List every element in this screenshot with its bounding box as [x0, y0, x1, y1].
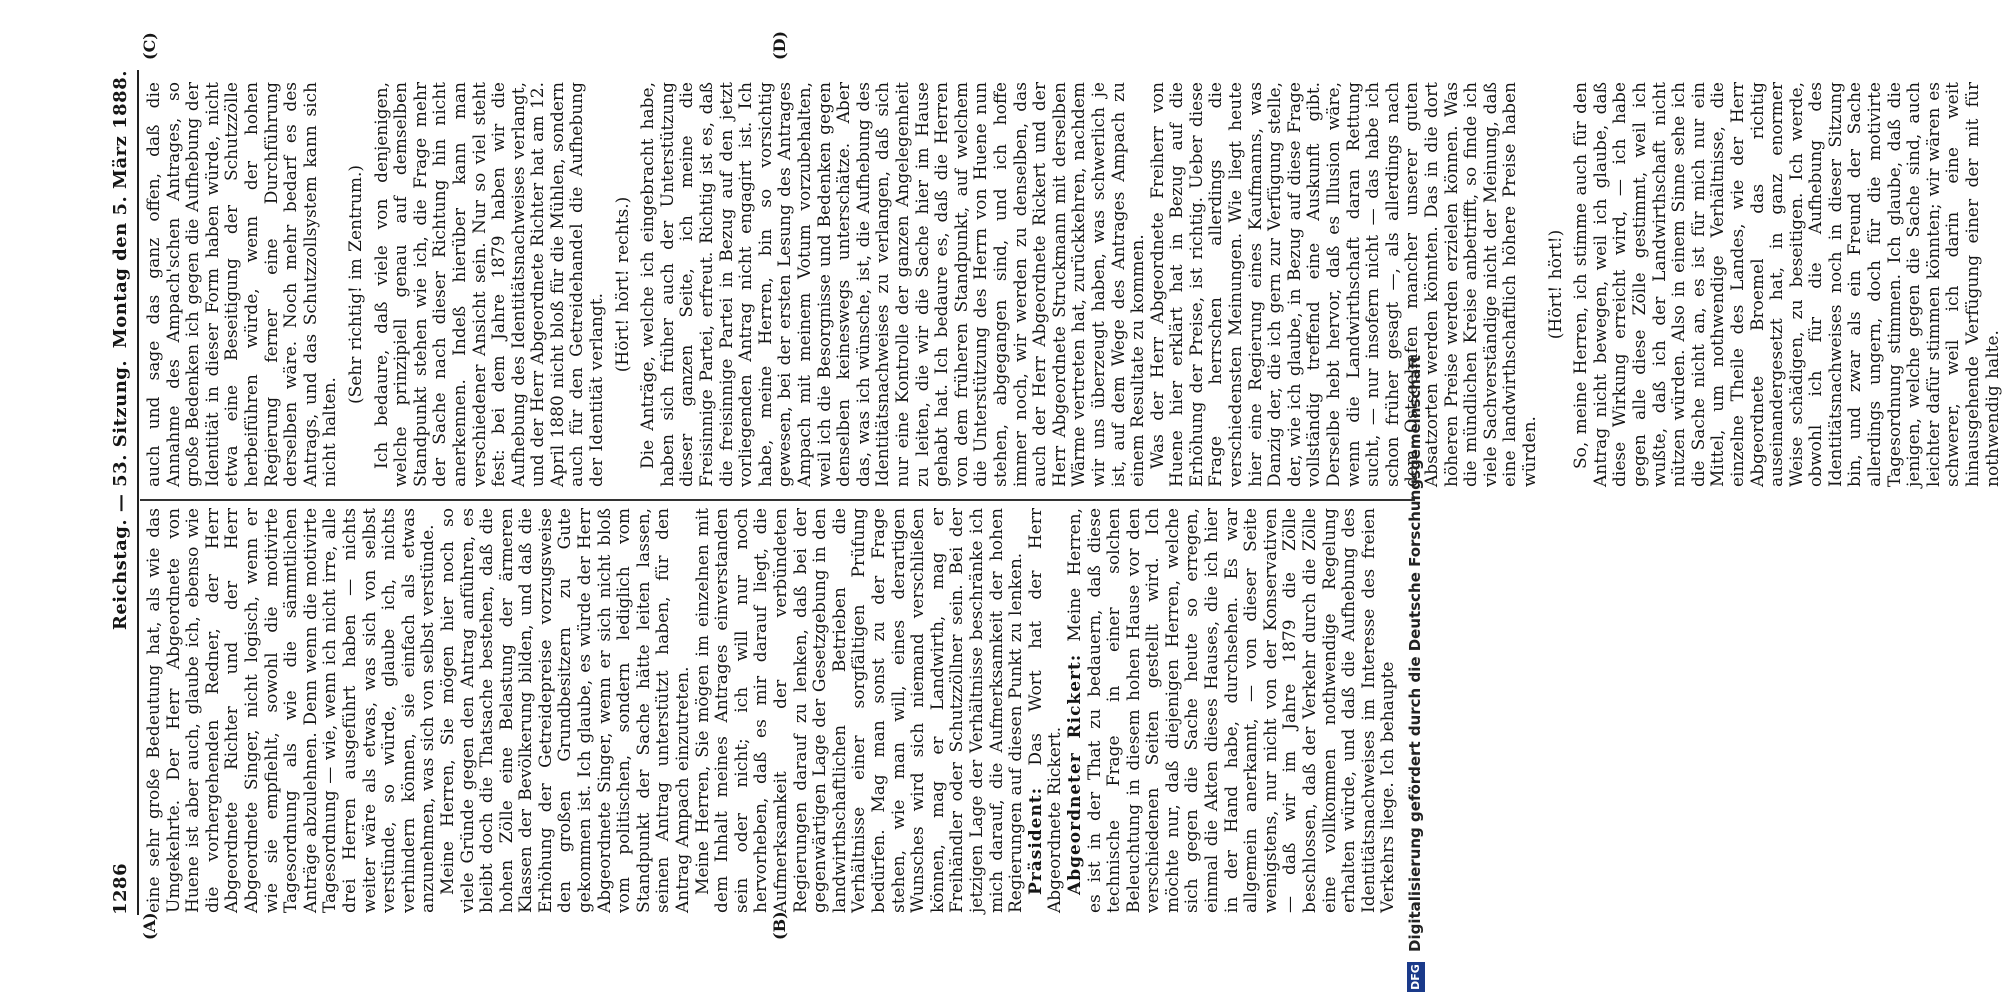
paragraph: Meine Herren, Sie mögen hier noch so viele Gründe gegen den Antrag anführen, es bleibt doch die Thatsache bestehen, daß die hohen Zölle eine Belastung der ärmeren Klassen der Bevölkerung bilden, und daß die Erhöhung der Getreidepreise vorzugsweise den großen Grundbesitzern zu Gute gekommen ist. Ich glaube, es würde der Herr Abgeordnete Singer, wenn er sich nicht bloß vom politischen, sondern lediglich vom Standpunkt der Sache hätte leiten lassen, seinen Antrag unterstützt haben, für den Antrag Ampach einzutreten. [437, 508, 694, 913]
interjection: (Hört! hört! rechts.) [612, 196, 633, 373]
margin-marker-d: (D) [770, 30, 789, 60]
header-rule [137, 70, 139, 915]
interjection: (Sehr richtig! im Zentrum.) [345, 164, 366, 405]
paragraph: So, meine Herren, ich stimme auch für den Antrag nicht bewegen, weil ich glaube, daß diese Wirkung erreicht wird, — ich habe gegen alle diese Zölle gestimmt, weil ich wußte, daß ich der Landwirthschaft nicht nützen würden. Also in einem Sinne sehe ich die Sache nicht an, es ist für mich nur ein Mittel, um nothwendige Verhältnisse, die einzelne Theile des Landes, wie der Herr Abgeordnete Broemel das richtig auseinandergesetzt hat, in ganz enormer Weise schädigen, zu beseitigen. Ich werde, obwohl ich für die Aufhebung des Identitätsnachweises noch in dieser Sitzung bin, und zwar als ein Freund der Sache allerdings ungern, doch für die motivirte Tagesordnung stimmen. Ich glaube, daß die jenigen, welche gegen die Sache sind, auch leichter dafür stimmen könnten; wir wären es schwerer, weil ich darin eine weit hinausgehende Verfügung einer der mit für nothwendig halte. [1571, 82, 2003, 487]
funding-note: Digitalisierung gefördert durch die Deutsche Forschungsgemeinschaft [1406, 355, 1424, 952]
funding-footer [1405, 0, 1429, 1000]
speech-text: Das Wort hat der Herr Abgeordnete Rickert. [1025, 507, 1066, 913]
paragraph: auch und sage das ganz offen, daß die Annahme des Ampach'schen Antrages, so große Bedenken ich gegen die Aufhebung der Identität in dieser Form haben würde, nicht etwa eine Beseitigung der Schutzzölle herbeiführen würde, wenn der hohen Regierung ferner eine Durchführung derselben wäre. Noch mehr bedarf es des Antrags, und das Schutzzollsystem kann sich nicht halten. [144, 82, 341, 487]
page-header [110, 70, 136, 915]
paragraph: Die Anträge, welche ich eingebracht habe, haben sich früher auch der Unterstützung dieser ganzen Seite, ich meine die Freisinnige Partei, erfreut. Richtig ist es, daß die freisinnige Partei in Bezug auf den jetzt vorliegenden Antrag nicht engagirt ist. Ich habe, meine Herren, bin so vorsichtig gewesen, bei der ersten Lesung des Antrages Ampach mit meinem Votum vorzubehalten, weil ich die Besorgnisse und Bedenken gegen denselben keineswegs unterschätze. Aber das, was ich wünsche, ist, die Aufhebung des Identitätsnachweises zu verlangen, daß sich nur eine Kontrolle der ganzen Angelegenheit zu leiten, die wir die Sache hier im Hause gehabt hat. Ich bedaure es, daß die Herren von dem früheren Standpunkt, auf welchem die Unterstützung des Herrn von Huene nun stehen, abgegangen sind, und ich hoffe immer noch, wir werden zu denselben, das auch der Herr Abgeordnete Rickert und der Herr Abgeordnete Struckmann mit derselben Wärme vertreten hat, zurückkehren, nachdem wir uns überzeugt haben, was schwerlich je ist, auf dem Wege des Antrages Ampach zu einem Resultate zu kommen. [638, 82, 1149, 487]
speaker-label: Präsident: [1025, 787, 1046, 895]
margin-marker-a: (A) [140, 912, 159, 940]
rickert-paragraph [1066, 508, 1399, 913]
paragraph: eine sehr große Bedeutung hat, als wie das Umgekehrte. Der Herr Abgeordnete von Huene ist aber auch, glaube ich, ebenso wie die vorhergehenden Redner, der Herr Abgeordnete Richter und der Herr Abgeordnete Singer, nicht logisch, wenn er wie sie empfiehlt, sowohl die motivirte Tagesordnung als wie die sämmtlichen Anträge abzulehnen. Denn wenn die motivirte Tagesordnung — wie, wenn ich nicht irre, alle drei Herren ausgeführt haben — nichts weiter wäre als etwas, was sich von selbst verstünde, so würde, glaube ich, nichts verhindern können, sie einfach als etwas anzunehmen, was sich von selbst verstünde. [144, 508, 439, 913]
column-divider [140, 499, 1415, 501]
speech-text: Meine Herren, es ist in der That zu bedauern, daß diese technische Frage in einer solchen Beleuchtung in diesem hohen Hause vor den verschiedenen Seiten gestellt wird. Ich möchte nur, daß diejenigen Herren, welche sich gegen die Sache heute so erregen, einmal die Akten dieses Hauses, die ich hier in der Hand habe, durchsehen. Es war allgemein anerkannt, — von dieser Seite wenigstens, nur nicht von der Konservativen — daß wir im Jahre 1879 die Zölle beschlossen, daß der Verkehr durch die Zölle eine vollkommen nothwendige Regelung erhalten würde, und daß die Aufhebung des Identitätsnachweises im Interesse des freien Verkehrs liege. Ich behaupte [1064, 507, 1399, 913]
session-date: Montag den 5. März 1888. [110, 70, 131, 349]
margin-marker-c: (C) [140, 32, 159, 60]
page-number: 1286 [110, 862, 131, 915]
dfg-logo: DFG [1407, 962, 1425, 992]
president-paragraph [1027, 508, 1066, 913]
interjection: (Hört! hört!) [1545, 229, 1566, 340]
paragraph: Was der Herr Abgeordnete Freiherr von Huene hier erklärt hat in Bezug auf die Erhöhung der Preise, ist richtig. Ueber diese Frage herrschen allerdings die verschiedensten Meinungen. Wie liegt heute hier eine Regierung eines Kaufmanns, was Danzig der, die ich gern zur Verfügung stelle, der, wie ich glaube, in Bezug auf diese Frage vollständig treffend eine Auskunft gibt. Derselbe hebt hervor, daß es Illusion wäre, wenn die Landwirthschaft daran Rettung sucht, — nur insofern nicht — das habe ich schon früher gesagt —, als allerdings nach dem Ostseehafen mancher unserer guten Absatzorten werden könnten. Das in die dort höheren Preise werden erzielen können. Was die mündlichen Kreise anbetrifft, so finde ich viele Sachverständige nicht der Meinung, daß eine landwirthschaftlich höhere Preise haben würden. [1147, 82, 1540, 487]
left-text-column [145, 508, 1410, 913]
paragraph: Ich bedaure, daß viele von denjenigen, welche prinzipiell genau auf demselben Standpunkt stehen wie ich, die Frage mehr der Sache nach dieser Richtung hin nicht anerkennen. Indeß hierüber kann man verschiedener Ansicht sein. Nur so viel steht fest: bei dem Jahre 1879 haben wir die Aufhebung des Identitätsnachweises verlangt, und der Herr Abgeordnete Richter hat am 12. April 1880 nicht bloß für die Mühlen, sondern auch für den Getreidehandel die Aufhebung der Identität verlangt. [371, 82, 608, 487]
page-title: Reichstag. — 53. Sitzung. [110, 359, 131, 631]
margin-marker-b: (B) [770, 911, 789, 940]
right-text-column [144, 82, 2003, 487]
paragraph: Meine Herren, Sie mögen im einzelnen mit dem Inhalt meines Antrages einverstanden sein oder nicht; ich will nur noch hervorheben, daß es mir darauf liegt, die Aufmerksamkeit der verbündeten Regierungen darauf zu lenken, daß bei der gegenwärtigen Lage der Gesetzgebung in den landwirthschaftlichen Betrieben die Verhältnisse einer sorgfältigen Prüfung bedürfen. Mag man sonst zu der Frage stehen, wie man will, eines derartigen Wunsches wird sich niemand verschließen können, mag er Landwirth, mag er Freihändler oder Schutzzöllner sein. Bei der jetzigen Lage der Verhältnisse beschränke ich mich darauf, die Aufmerksamkeit der hohen Regierungen auf diesen Punkt zu lenken. [692, 508, 1027, 913]
speaker-label: Abgeordneter Rickert: [1064, 653, 1085, 895]
